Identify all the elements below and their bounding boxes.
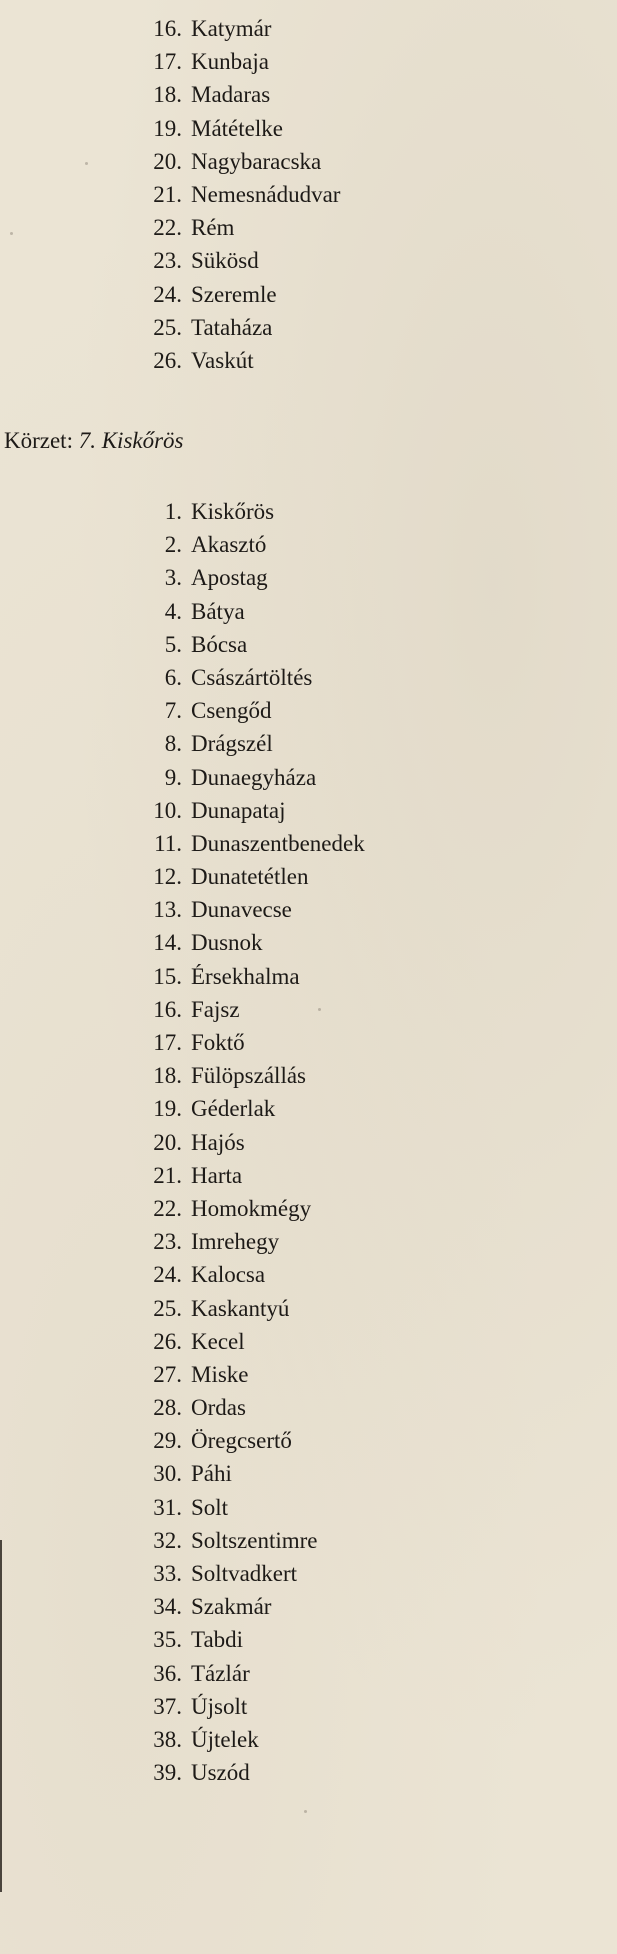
list-item bbox=[146, 893, 365, 926]
list-item bbox=[146, 926, 365, 959]
item-number: 13. bbox=[153, 897, 182, 923]
item-name: Géderlak bbox=[191, 1096, 276, 1122]
item-number: 7. bbox=[164, 698, 182, 724]
item-name: Kecel bbox=[191, 1328, 245, 1354]
item-number: 26. bbox=[153, 1328, 182, 1354]
item-number: 17. bbox=[153, 49, 182, 75]
item-name: Nemesnádudvar bbox=[191, 181, 341, 207]
item-number: 2. bbox=[164, 532, 182, 558]
district-heading bbox=[4, 428, 184, 454]
list-item bbox=[146, 1258, 365, 1291]
item-name: Kunbaja bbox=[191, 49, 269, 75]
item-number: 20. bbox=[153, 1129, 182, 1155]
list-item bbox=[146, 1723, 365, 1756]
list-item bbox=[146, 960, 365, 993]
item-number: 31. bbox=[153, 1494, 182, 1520]
item-name: Dunaegyháza bbox=[191, 764, 317, 790]
item-name: Foktő bbox=[191, 1030, 245, 1055]
item-name: Fülöpszállás bbox=[191, 1063, 306, 1089]
list-item bbox=[146, 1756, 365, 1789]
item-name: Dunatetétlen bbox=[191, 864, 309, 890]
item-number: 18. bbox=[153, 82, 182, 108]
list-item bbox=[146, 12, 340, 45]
district-number: 7. bbox=[78, 428, 96, 453]
item-name: Apostag bbox=[191, 565, 268, 591]
item-name: Uszód bbox=[191, 1760, 250, 1786]
item-number: 8. bbox=[164, 731, 182, 757]
item-number: 16. bbox=[153, 996, 182, 1022]
item-name: Öregcsertő bbox=[191, 1428, 292, 1454]
list-item bbox=[146, 311, 340, 344]
list-item bbox=[146, 860, 365, 893]
item-name: Császártöltés bbox=[191, 664, 313, 690]
item-number: 38. bbox=[153, 1726, 182, 1752]
item-number: 11. bbox=[154, 830, 182, 856]
item-name: Miske bbox=[191, 1361, 249, 1387]
item-name: Tataháza bbox=[191, 314, 273, 340]
paper-speck bbox=[85, 162, 88, 165]
list-item bbox=[146, 1292, 365, 1325]
list-item bbox=[146, 661, 365, 694]
item-number: 23. bbox=[153, 248, 182, 274]
item-number: 26. bbox=[153, 347, 182, 373]
item-number: 10. bbox=[153, 797, 182, 823]
item-number: 21. bbox=[153, 181, 182, 207]
item-number: 33. bbox=[153, 1561, 182, 1586]
item-number: 22. bbox=[153, 215, 182, 241]
item-name: Hajós bbox=[191, 1129, 245, 1155]
item-number: 32. bbox=[153, 1527, 182, 1553]
list-item bbox=[146, 1391, 365, 1424]
list-item bbox=[146, 1325, 365, 1358]
page-edge-line bbox=[0, 1540, 2, 1892]
list-item bbox=[146, 1126, 365, 1159]
district-label: Körzet: bbox=[4, 428, 73, 453]
list-item bbox=[146, 1557, 365, 1590]
item-name: Homokmégy bbox=[191, 1195, 312, 1221]
list-item bbox=[146, 1424, 365, 1457]
item-name: Katymár bbox=[191, 16, 272, 41]
item-name: Bócsa bbox=[191, 631, 248, 657]
item-name: Dunapataj bbox=[191, 797, 286, 823]
item-number: 23. bbox=[153, 1229, 182, 1255]
item-number: 24. bbox=[153, 281, 182, 307]
item-name: Szakmár bbox=[191, 1594, 272, 1620]
list-item bbox=[146, 1358, 365, 1391]
item-number: 17. bbox=[153, 1030, 182, 1055]
list-item bbox=[146, 1590, 365, 1623]
item-number: 28. bbox=[153, 1395, 182, 1421]
list-item bbox=[146, 1026, 365, 1059]
item-number: 22. bbox=[153, 1195, 182, 1221]
item-number: 18. bbox=[153, 1063, 182, 1089]
item-name: Vaskút bbox=[191, 347, 254, 373]
item-number: 36. bbox=[153, 1660, 182, 1686]
list-item bbox=[146, 244, 340, 277]
item-number: 9. bbox=[164, 764, 182, 790]
item-name: Ordas bbox=[191, 1395, 246, 1421]
district-name: Kiskőrös bbox=[101, 428, 184, 453]
list-item bbox=[146, 1192, 365, 1225]
list-item bbox=[146, 495, 365, 528]
item-name: Akasztó bbox=[191, 532, 267, 558]
list-item bbox=[146, 112, 340, 145]
list-item bbox=[146, 727, 365, 760]
item-name: Dunaszentbenedek bbox=[191, 830, 365, 856]
item-number: 39. bbox=[153, 1760, 182, 1786]
item-name: Újtelek bbox=[191, 1726, 259, 1752]
list-item bbox=[146, 561, 365, 594]
item-name: Dusnok bbox=[191, 930, 263, 956]
list-item bbox=[146, 595, 365, 628]
item-name: Csengőd bbox=[191, 698, 272, 724]
item-name: Mátételke bbox=[191, 115, 283, 141]
district-settlement-list bbox=[146, 495, 365, 1789]
item-number: 14. bbox=[153, 930, 182, 956]
list-item bbox=[146, 993, 365, 1026]
bleed-through-text bbox=[400, 20, 617, 1920]
item-number: 6. bbox=[164, 664, 182, 690]
item-name: Tázlár bbox=[191, 1660, 250, 1686]
item-name: Drágszél bbox=[191, 731, 273, 757]
item-number: 1. bbox=[164, 499, 182, 524]
item-name: Soltszentimre bbox=[191, 1527, 318, 1553]
list-item bbox=[146, 528, 365, 561]
item-number: 29. bbox=[153, 1428, 182, 1454]
item-name: Kiskőrös bbox=[191, 499, 275, 524]
item-name: Madaras bbox=[191, 82, 271, 108]
item-name: Rém bbox=[191, 215, 235, 241]
item-number: 37. bbox=[153, 1693, 182, 1719]
item-number: 12. bbox=[153, 864, 182, 890]
item-name: Bátya bbox=[191, 598, 245, 624]
item-number: 4. bbox=[164, 598, 182, 624]
item-number: 19. bbox=[153, 1096, 182, 1122]
list-item bbox=[146, 1623, 365, 1656]
item-name: Sükösd bbox=[191, 248, 259, 274]
item-number: 21. bbox=[153, 1162, 182, 1188]
list-item bbox=[146, 1690, 365, 1723]
item-name: Harta bbox=[191, 1162, 243, 1188]
item-name: Dunavecse bbox=[191, 897, 292, 923]
paper-speck bbox=[318, 1008, 321, 1011]
list-item bbox=[146, 1059, 365, 1092]
item-number: 16. bbox=[153, 16, 182, 41]
list-item bbox=[146, 1092, 365, 1125]
item-number: 30. bbox=[153, 1461, 182, 1487]
list-item bbox=[146, 827, 365, 860]
item-number: 20. bbox=[153, 148, 182, 174]
list-item bbox=[146, 211, 340, 244]
item-name: Soltvadkert bbox=[191, 1561, 298, 1586]
list-item bbox=[146, 794, 365, 827]
list-item bbox=[146, 1159, 365, 1192]
item-name: Nagybaracska bbox=[191, 148, 322, 174]
list-item bbox=[146, 1457, 365, 1490]
item-name: Kaskantyú bbox=[191, 1295, 290, 1321]
item-number: 34. bbox=[153, 1594, 182, 1620]
item-name: Páhi bbox=[191, 1461, 232, 1487]
list-item bbox=[146, 344, 340, 377]
item-name: Solt bbox=[191, 1494, 229, 1520]
item-number: 5. bbox=[164, 631, 182, 657]
item-name: Érsekhalma bbox=[191, 963, 300, 989]
list-item bbox=[146, 761, 365, 794]
list-item bbox=[146, 1657, 365, 1690]
previous-district-list bbox=[146, 12, 340, 377]
list-item bbox=[146, 1225, 365, 1258]
item-name: Fajsz bbox=[191, 996, 240, 1022]
list-item bbox=[146, 45, 340, 78]
list-item bbox=[146, 1524, 365, 1557]
paper-speck bbox=[304, 1810, 307, 1813]
list-item bbox=[146, 1491, 365, 1524]
item-number: 25. bbox=[153, 1295, 182, 1321]
item-name: Újsolt bbox=[191, 1693, 248, 1719]
item-number: 27. bbox=[153, 1361, 182, 1387]
item-number: 3. bbox=[164, 565, 182, 591]
item-number: 19. bbox=[153, 115, 182, 141]
item-number: 25. bbox=[153, 314, 182, 340]
list-item bbox=[146, 628, 365, 661]
item-name: Szeremle bbox=[191, 281, 277, 307]
item-number: 24. bbox=[153, 1262, 182, 1288]
list-item bbox=[146, 178, 340, 211]
list-item bbox=[146, 278, 340, 311]
list-item bbox=[146, 145, 340, 178]
list-item bbox=[146, 78, 340, 111]
item-name: Tabdi bbox=[191, 1627, 244, 1653]
list-item bbox=[146, 694, 365, 727]
item-number: 35. bbox=[153, 1627, 182, 1653]
item-name: Imrehegy bbox=[191, 1229, 280, 1255]
item-number: 15. bbox=[153, 963, 182, 989]
item-name: Kalocsa bbox=[191, 1262, 266, 1288]
paper-speck bbox=[10, 232, 13, 235]
